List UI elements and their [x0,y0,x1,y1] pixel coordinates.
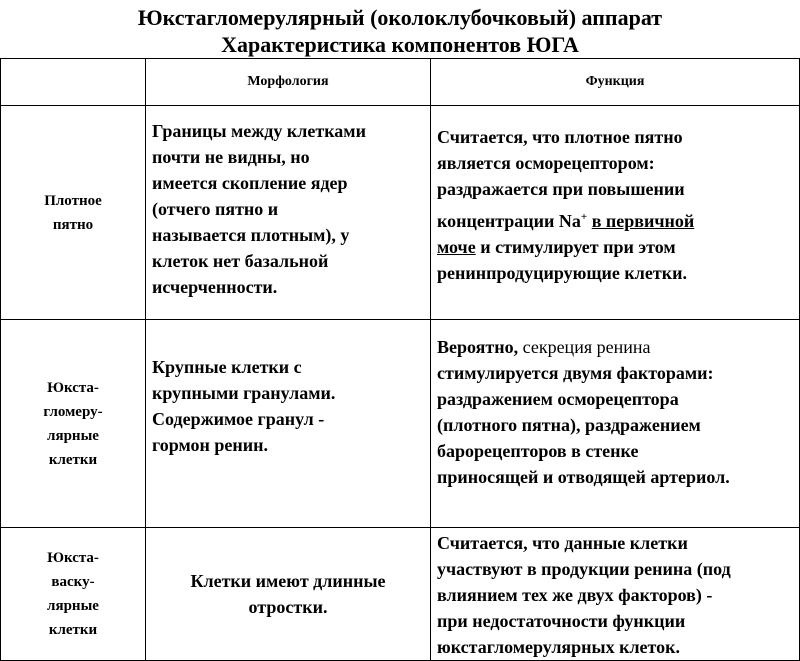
row-label-line: гломеру- [43,403,103,420]
header-morphology: Морфология [146,59,431,106]
morphology-line: клеток нет базальной [152,251,329,271]
morphology-line: (отчего пятно и [152,199,279,219]
function-text-underlined: моче [437,237,476,257]
function-line: при недостаточности функции [437,611,686,631]
function-text-normal: секреция ренина [522,337,651,357]
table-row [1,528,800,661]
morphology-line: Содержимое гранул - [152,409,325,429]
function-cell [431,320,800,528]
function-line: (плотного пятна), раздражением [437,415,701,435]
function-line: стимулируется двумя факторами: [437,363,714,383]
morphology-line: называется плотным), у [152,225,350,245]
row-label-line: васку- [51,574,95,590]
function-text: концентрации Na [437,211,581,231]
row-label-line: пятно [52,216,94,233]
table-header-row [1,59,800,106]
function-line: Считается, что плотное пятно [437,127,683,147]
function-text-underlined: в первичной [591,211,695,231]
function-line: юкстагломерулярных клеток. [437,637,681,657]
function-text: Вероятно, [437,337,519,357]
function-line: является осморецептором: [437,153,655,173]
function-line: ренинпродуцирующие клетки. [437,263,687,283]
morphology-line: Крупные клетки с [152,357,302,377]
row-label-line: Юкста- [47,379,99,396]
row-label-line: лярные [47,598,99,614]
function-cell [431,106,800,320]
morphology-line: имеется скопление ядер [152,173,348,193]
morphology-line: исчерченности. [152,277,278,297]
morphology-line: Границы между клетками [152,121,366,141]
table-row [1,106,800,320]
function-line: барорецепторов в стенке [437,441,639,461]
superscript-plus: + [580,211,588,223]
title-block [0,4,800,58]
function-line [437,234,795,260]
header-function: Функция [431,59,800,106]
morphology-cell [146,528,431,661]
function-line: раздражается при повышении [437,179,685,199]
row-label-line: Юкста- [47,550,99,566]
row-label-line: клетки [48,451,98,468]
components-table [0,58,800,661]
morphology-line: гормон ренин. [152,435,268,455]
page-title: Юкстагломерулярный (околоклубочковый) аппарат [137,5,663,30]
function-line [437,208,795,234]
function-line: участвуют в продукции ренина (под [437,559,731,579]
function-text: и стимулирует при этом [480,237,676,257]
morphology-line: отростки. [248,597,328,617]
morphology-cell [146,106,431,320]
row-label-line: лярные [47,427,99,444]
row-label-line: Плотное [44,192,102,209]
page-subtitle: Характеристика компонентов ЮГА [221,32,579,57]
function-line: раздражением осморецептора [437,389,679,409]
table-row [1,320,800,528]
header-blank-cell [1,59,146,106]
function-line: влиянием тех же двух факторов) - [437,585,713,605]
morphology-line: почти не видны, но [152,147,310,167]
function-cell [431,528,800,661]
row-label-juxtavascular-cells [1,528,146,661]
morphology-cell [146,320,431,528]
morphology-line: Клетки имеют длинные [190,571,386,591]
function-line [437,334,795,360]
row-label-line: клетки [48,622,98,638]
row-label-macula-densa [1,106,146,320]
function-line: Считается, что данные клетки [437,533,688,553]
morphology-line: крупными гранулами. [152,383,336,403]
row-label-juxtaglomerular-cells [1,320,146,528]
function-line: приносящей и отводящей артериол. [437,467,730,487]
